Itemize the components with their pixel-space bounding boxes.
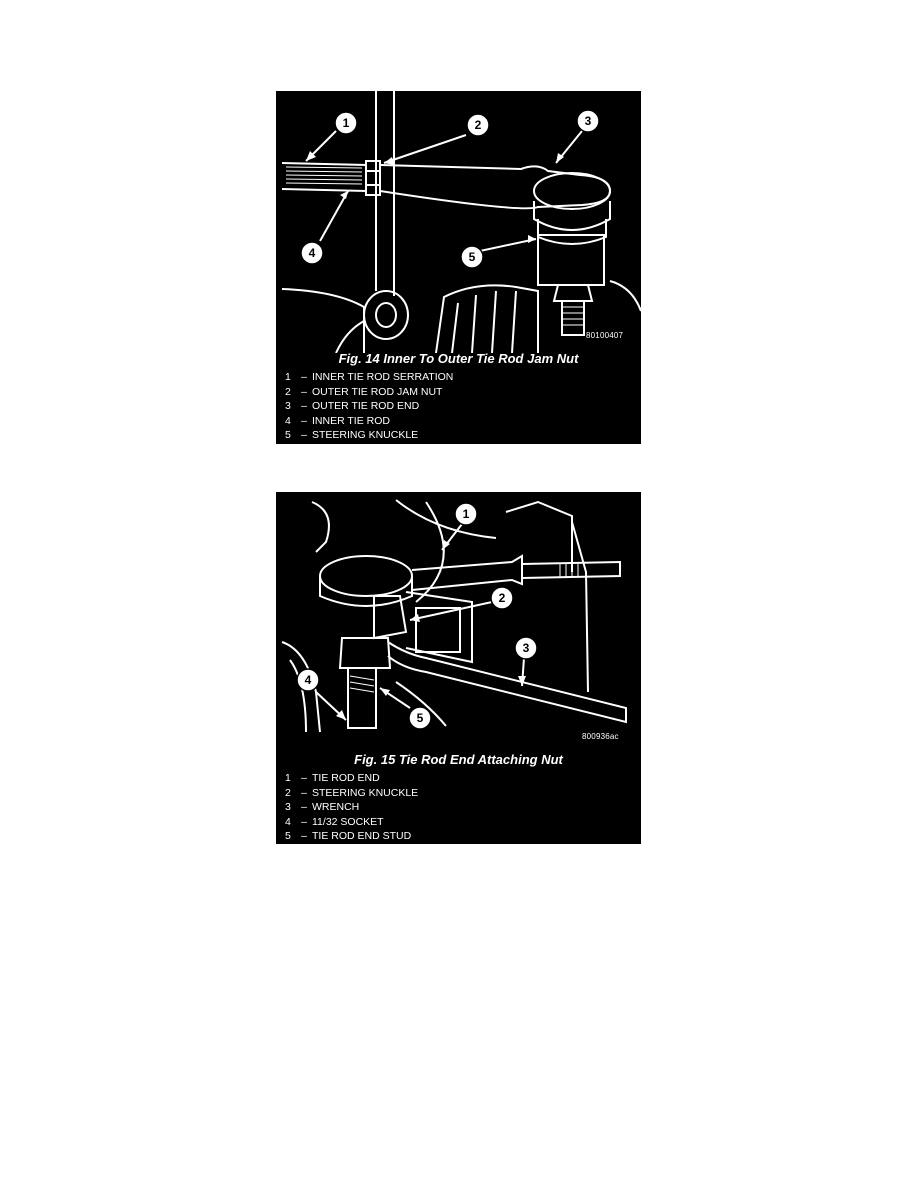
legend-item: 3 – WRENCH (285, 801, 360, 814)
svg-text:1: 1 (462, 507, 470, 521)
figure-title: Fig. 15 Tie Rod End Attaching Nut (354, 752, 563, 767)
svg-text:5: 5 (468, 250, 476, 264)
figure-14-illustration (276, 91, 641, 353)
svg-text:4: 4 (308, 246, 316, 260)
svg-text:5: 5 (416, 711, 424, 725)
legend-item: 1 – INNER TIE ROD SERRATION (285, 371, 454, 383)
svg-text:2: 2 (474, 118, 482, 132)
figure-14 (276, 91, 641, 444)
figure-legend (285, 771, 418, 844)
figure-code: 80100407 (586, 331, 624, 340)
figure-15-illustration (276, 492, 641, 752)
legend-item: 5 – STEERING KNUCKLE (285, 429, 419, 442)
figure-code: 800936ac (582, 732, 619, 741)
legend-item: 3 – OUTER TIE ROD END (285, 400, 420, 413)
svg-text:3: 3 (522, 641, 530, 655)
svg-text:1: 1 (342, 116, 350, 130)
legend-item: 2 – OUTER TIE ROD JAM NUT (285, 385, 443, 398)
legend-item: 4 – 11/32 SOCKET (285, 815, 384, 828)
svg-text:4: 4 (304, 673, 312, 687)
legend-item: 5 – TIE ROD END STUD (285, 830, 412, 843)
figure-legend (285, 370, 453, 443)
legend-item: 2 – STEERING KNUCKLE (285, 786, 419, 799)
figure-title: Fig. 14 Inner To Outer Tie Rod Jam Nut (338, 351, 579, 366)
legend-item: 1 – TIE ROD END (285, 772, 380, 784)
svg-text:3: 3 (584, 114, 592, 128)
legend-item: 4 – INNER TIE ROD (285, 414, 390, 427)
figure-15 (276, 492, 641, 844)
svg-text:2: 2 (498, 591, 506, 605)
